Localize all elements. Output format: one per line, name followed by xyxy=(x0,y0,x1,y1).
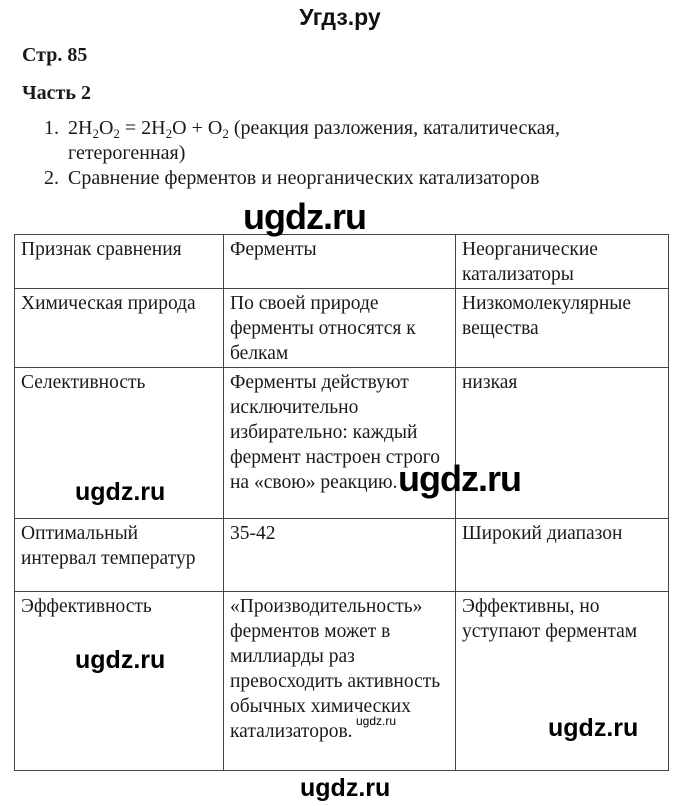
header-cell: Признак сравнения xyxy=(15,235,224,289)
item-number: 1. xyxy=(44,117,59,139)
table-cell: «Производительность» ферментов может в миллиарды раз превосходить активность обычных химических катализаторов. xyxy=(224,592,456,771)
answer-list xyxy=(44,116,664,191)
table-cell: низкая xyxy=(456,368,669,519)
table-cell: Оптимальный интервал температур xyxy=(15,519,224,592)
reaction-text: $2H_2O_2 = 2H_2O + O_2$ (реакция разложения, каталитическая, гетерогенная) xyxy=(68,117,560,164)
table-row xyxy=(15,289,669,368)
part-heading: Часть 2 xyxy=(22,82,91,104)
header-cell: Ферменты xyxy=(224,235,456,289)
site-title: Угдз.ру xyxy=(299,4,381,30)
table-row xyxy=(15,592,669,771)
table-cell: Эффективны, но уступают ферментам xyxy=(456,592,669,771)
watermark: ugdz.ru xyxy=(356,714,397,728)
watermark: ugdz.ru xyxy=(75,646,166,674)
watermark: ugdz.ru xyxy=(548,714,639,742)
watermark: ugdz.ru xyxy=(75,478,166,506)
page-number-heading: Стр. 85 xyxy=(22,44,88,66)
equation: $2H_2O_2 = 2H_2O + O_2$ xyxy=(68,117,229,141)
table-cell: Химическая природа xyxy=(15,289,224,368)
table-cell: Селективность xyxy=(15,368,224,519)
table-cell: 35-42 xyxy=(224,519,456,592)
item-text: Сравнение ферментов и неорганических катализаторов xyxy=(68,167,540,189)
table-cell: Широкий диапазон xyxy=(456,519,669,592)
watermark: ugdz.ru xyxy=(398,458,521,499)
table-row xyxy=(15,519,669,592)
item-number: 2. xyxy=(44,167,59,189)
table-cell: Низкомолекулярные вещества xyxy=(456,289,669,368)
table-header-row xyxy=(15,235,669,289)
header-cell: Неорганические катализаторы xyxy=(456,235,669,289)
table-cell: Эффективность xyxy=(15,592,224,771)
table-cell: Ферменты действуют исключительно избирательно: каждый фермент настроен строго на «свою» реакцию. xyxy=(224,368,456,519)
list-item xyxy=(44,166,664,191)
watermark: ugdz.ru xyxy=(300,774,391,802)
table-cell: По своей природе ферменты относятся к белкам xyxy=(224,289,456,368)
watermark: ugdz.ru xyxy=(243,196,366,237)
list-item xyxy=(44,116,664,166)
